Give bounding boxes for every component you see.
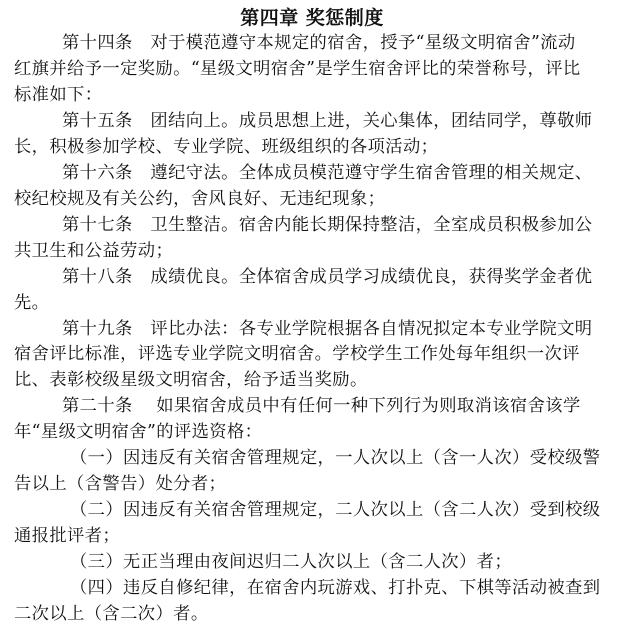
text-line: 第二十条 如果宿舍成员中有任何一种下列行为则取消该宿舍该学 xyxy=(62,396,581,417)
text-line: 第十五条 团结向上。成员思想上进，关心集体，团结同学，尊敬师 xyxy=(62,110,593,131)
text-line: 长，积极参加学校、专业学院、班级组织的各项活动； xyxy=(14,136,439,157)
text-line: 宿舍评比标准，评选专业学院文明宿舍。学校学生工作处每年组织一次评 xyxy=(14,344,580,365)
text-line: 告以上（含警告）处分者； xyxy=(14,474,227,495)
text-line: 第十七条 卫生整洁。宿舍内能长期保持整洁，全室成员积极参加公 xyxy=(62,214,593,235)
text-line: （二）因违反有关宿舍管理规定，二人次以上（含二人次）受到校级 xyxy=(70,500,601,521)
text-line: （三）无正当理由夜间迟归二人次以上（含二人次）者； xyxy=(70,552,513,573)
text-line: 第十八条 成绩优良。全体宿舍成员学习成绩优良，获得奖学金者优 xyxy=(62,266,593,287)
text-line: 第十四条 对于模范遵守本规定的宿舍，授予“星级文明宿舍”流动 xyxy=(62,33,576,53)
text-line: 校纪校规及有关公约，舍风良好、无违纪现象； xyxy=(14,188,386,209)
text-line: 第十九条 评比办法：各专业学院根据各自情况拟定本专业学院文明 xyxy=(62,318,593,339)
text-line: 标准如下： xyxy=(14,84,103,105)
text-line: 通报批评者； xyxy=(14,526,121,547)
text-line: 共卫生和公益劳动； xyxy=(14,240,174,261)
text-line: 比、表彰校级星级文明宿舍，给予适当奖励。 xyxy=(14,370,368,391)
chapter-title: 第四章 奖惩制度 xyxy=(240,7,384,29)
text-line: 年“星级文明宿舍”的评选资格： xyxy=(14,422,263,443)
text-line: 二次以上（含二次）者。 xyxy=(14,604,209,624)
text-line: 红旗并给予一定奖励。“星级文明宿舍”是学生宿舍评比的荣誉称号，评比 xyxy=(14,58,581,79)
text-line: （一）因违反有关宿舍管理规定，一人次以上（含一人次）受校级警 xyxy=(70,448,601,469)
text-line: 第十六条 遵纪守法。全体成员模范遵守学生宿舍管理的相关规定、 xyxy=(62,162,593,183)
text-line: 先。 xyxy=(14,292,50,313)
text-line: （四）违反自修纪律，在宿舍内玩游戏、打扑克、下棋等活动被查到 xyxy=(70,578,601,599)
